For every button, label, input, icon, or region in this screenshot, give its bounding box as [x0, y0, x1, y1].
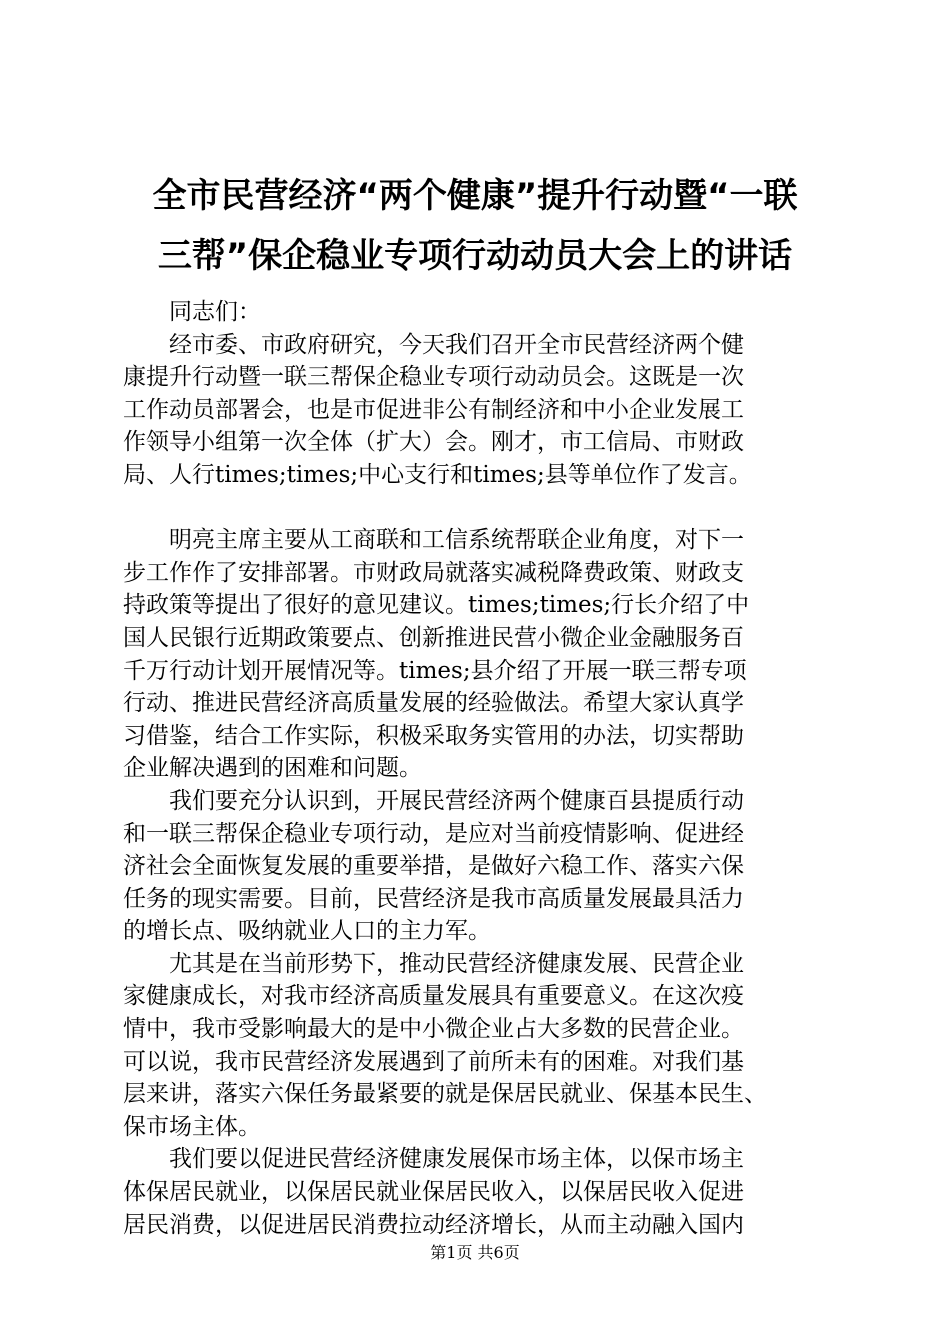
body-line [123, 492, 843, 525]
body-line: 工作动员部署会，也是市促进非公有制经济和中小企业发展工 [123, 396, 744, 423]
title-line-2: 三帮”保企稳业专项行动动员大会上的讲话 [157, 236, 793, 276]
page-footer: 第1页 共6页 [430, 1243, 520, 1262]
body-line: 情中，我市受影响最大的是中小微企业占大多数的民营企业。 [123, 1016, 744, 1043]
body-line: 同志们： [123, 299, 261, 325]
body-line: 作领导小组第一次全体（扩大）会。刚才，市工信局、市财政 [123, 429, 744, 456]
body-line: 步工作作了安排部署。市财政局就落实减税降费政策、财政支 [123, 559, 744, 586]
body-line: 和一联三帮保企稳业专项行动，是应对当前疫情影响、促进经 [123, 820, 744, 847]
body-line: 千万行动计划开展情况等。times;县介绍了开展一联三帮专项 [123, 657, 747, 684]
body-line: 康提升行动暨一联三帮保企稳业专项行动动员会。这既是一次 [123, 364, 744, 391]
body-line: 行动、推进民营经济高质量发展的经验做法。希望大家认真学 [123, 690, 744, 717]
body-line: 居民消费，以促进居民消费拉动经济增长，从而主动融入国内 [123, 1211, 744, 1238]
body-line: 体保居民就业，以保居民就业保居民收入，以保居民收入促进 [123, 1179, 744, 1206]
body-line: 持政策等提出了很好的意见建议。times;times;行长介绍了中 [123, 592, 750, 619]
body-line: 明亮主席主要从工商联和工信系统帮联企业角度，对下一 [123, 527, 744, 554]
body-line: 我们要充分认识到，开展民营经济两个健康百县提质行动 [123, 787, 744, 814]
document-body [123, 296, 843, 1241]
body-line: 国人民银行近期政策要点、创新推进民营小微企业金融服务百 [123, 624, 744, 651]
body-line: 保市场主体。 [123, 1113, 261, 1140]
body-line: 经市委、市政府研究，今天我们召开全市民营经济两个健 [123, 331, 744, 358]
body-line: 我们要以促进民营经济健康发展保市场主体，以保市场主 [123, 1146, 744, 1173]
body-line: 的增长点、吸纳就业人口的主力军。 [123, 918, 491, 945]
body-line: 任务的现实需要。目前，民营经济是我市高质量发展最具活力 [123, 885, 744, 912]
body-line: 局、人行times;times;中心支行和times;县等单位作了发言。 [123, 461, 752, 488]
body-line: 家健康成长，对我市经济高质量发展具有重要意义。在这次疫 [123, 983, 744, 1010]
body-line: 济社会全面恢复发展的重要举措，是做好六稳工作、落实六保 [123, 853, 744, 880]
body-line: 习借鉴，结合工作实际，积极采取务实管用的办法，切实帮助 [123, 722, 744, 749]
body-line: 可以说，我市民营经济发展遇到了前所未有的困难。对我们基 [123, 1048, 744, 1075]
body-line: 企业解决遇到的困难和问题。 [123, 755, 422, 782]
title-line-1: 全市民营经济“两个健康”提升行动暨“一联 [152, 176, 798, 216]
body-line: 层来讲，落实六保任务最紧要的就是保居民就业、保基本民生、 [123, 1081, 767, 1108]
body-line: 尤其是在当前形势下，推动民营经济健康发展、民营企业 [123, 950, 744, 977]
document-title [100, 166, 850, 286]
